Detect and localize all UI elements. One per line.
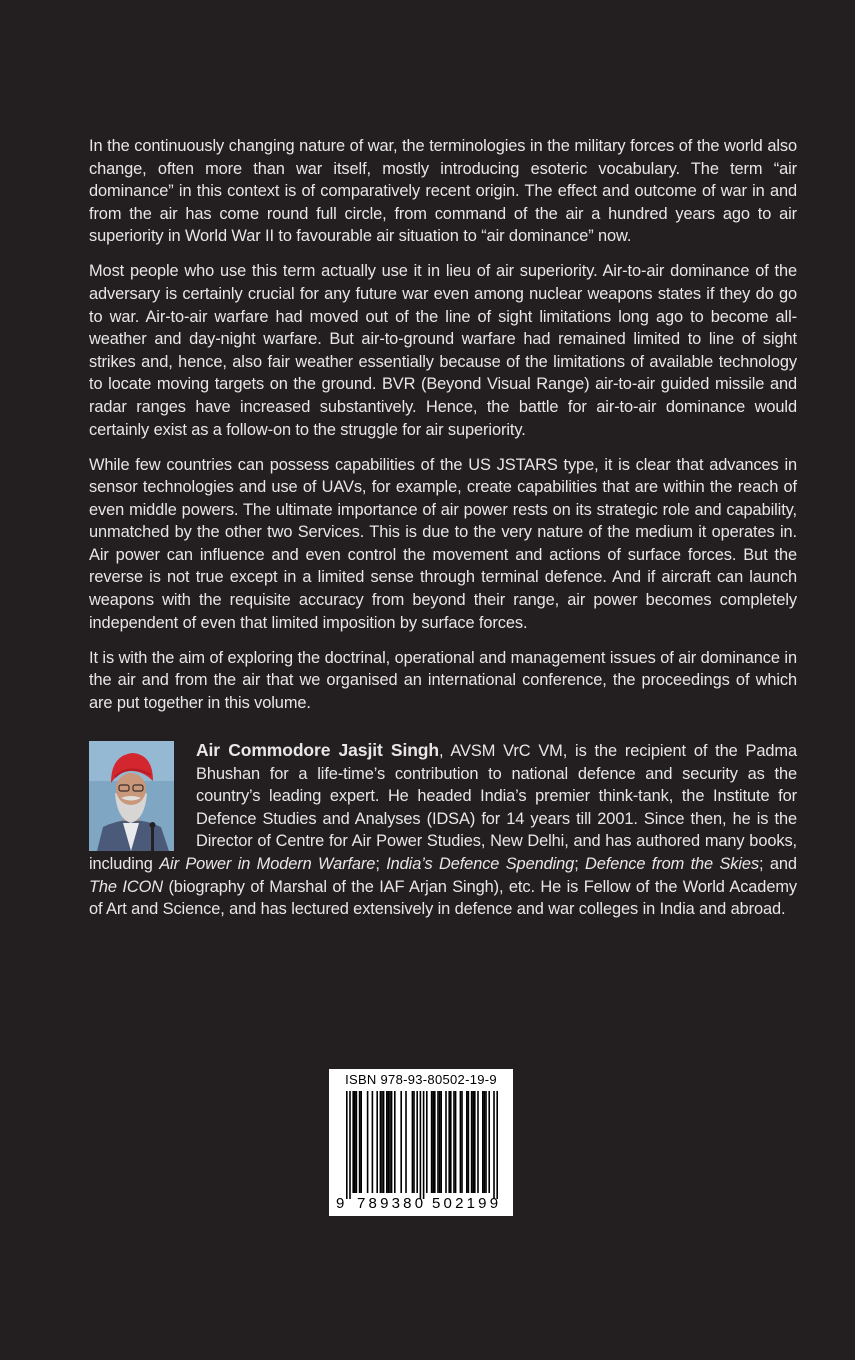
isbn-label: ISBN 978-93-80502-19-9 [345, 1072, 497, 1087]
barcode-bar [420, 1091, 422, 1199]
barcode-bar [437, 1091, 439, 1193]
barcode-bar [461, 1091, 463, 1193]
barcode-bar [400, 1091, 402, 1193]
barcode-bar [460, 1091, 462, 1193]
barcode-bar [485, 1091, 487, 1193]
book-separator-1: ; [375, 854, 387, 873]
barcode-bar [448, 1091, 450, 1193]
barcode-bar [394, 1091, 396, 1193]
ean-first-digit: 9 [336, 1195, 345, 1212]
barcode-bar [367, 1091, 369, 1193]
barcode-bar [484, 1091, 486, 1193]
barcode-bar [412, 1091, 414, 1193]
barcode-bar [405, 1091, 407, 1193]
barcode-bar [349, 1091, 351, 1199]
barcode-bar [440, 1091, 442, 1193]
barcode-bar [354, 1091, 356, 1193]
book-title-3: Defence from the Skies [585, 854, 760, 873]
barcode-bar [477, 1091, 479, 1193]
back-cover-blurb [89, 135, 797, 727]
blurb-paragraph-2: Most people who use this term actually use it in lieu of air superiority. Air-to-air dominance of the adversary is certainly crucial for any future war even among nuclear weapons states if they do go to war. Air-to-air warfare had moved out of the line of sight limitations long ago to become all-weather and day-night warfare. But air-to-ground warfare had remained limited to line of sight strikes and, hence, also fair weather essentially because of the limitations of available technology to locate moving targets on the ground. BVR (Beyond Visual Range) air-to-air guided missile and radar ranges have increased substantively. Hence, the battle for air-to-air dominance would certainly exist as a follow-on to the struggle for air superiority. [89, 262, 797, 439]
barcode-bar [386, 1091, 388, 1193]
barcode-bar [493, 1091, 495, 1199]
barcode-bar [455, 1091, 457, 1193]
barcode-bar [413, 1091, 415, 1193]
blurb-paragraph-4: It is with the aim of exploring the doctrinal, operational and management issues of air dominance in the air and from the air that we organised an international conference, the proceedings of which are put together in this volume. [89, 648, 797, 712]
author-bio-outro: (biography of Marshal of the IAF Arjan Singh), etc. He is Fellow of the World Academy of Art and Science, and has lectured extensively in defence and war colleges in India and abroad. [89, 877, 797, 919]
barcode-bar [426, 1091, 428, 1193]
barcode-bar [356, 1091, 358, 1193]
barcode-bar [360, 1091, 362, 1193]
barcode-bar [434, 1091, 436, 1193]
barcode-bar [346, 1091, 348, 1199]
barcode-bar [496, 1091, 498, 1199]
barcode-bar [482, 1091, 484, 1193]
barcode-bar [471, 1091, 473, 1193]
barcode-bar [431, 1091, 433, 1193]
barcode-bar [423, 1091, 425, 1199]
barcode-bar [468, 1091, 470, 1193]
barcode-bar [453, 1091, 455, 1193]
book-separator-2: ; [574, 854, 586, 873]
barcode-bar [389, 1091, 391, 1193]
book-title-4: The ICON [89, 877, 163, 896]
barcode-bar [383, 1091, 385, 1193]
author-photo [89, 741, 174, 851]
book-title-2: India’s Defence Spending [386, 854, 575, 873]
barcode-bar [391, 1091, 393, 1193]
barcode-bar [416, 1091, 418, 1193]
barcode-bar [376, 1091, 378, 1193]
barcode-bar [432, 1091, 434, 1193]
ean-left-digits: 789380 [357, 1195, 427, 1212]
isbn-barcode [329, 1069, 513, 1216]
barcode-bar [388, 1091, 390, 1193]
barcode-bar [359, 1091, 361, 1193]
blurb-paragraph-3: While few countries can possess capabilities of the US JSTARS type, it is clear that advances in sensor technologies and use of UAVs, for example, create capabilities that are within the reach of even middle powers. The ultimate importance of air power rests on its strategic role and capability, unmatched by the other two Services. This is due to the very nature of the medium it operates in. Air power can influence and even control the movement and actions of surface forces. But the reverse is not true except in a limited sense through terminal defence. And if aircraft can launch weapons with the requisite accuracy from beyond their range, air power becomes completely independent of even that limited imposition by surface forces. [89, 455, 797, 632]
book-separator-3: ; and [759, 854, 797, 873]
barcode-bars [329, 1089, 513, 1201]
barcode-bar [474, 1091, 476, 1193]
ean-right-digits: 502199 [432, 1195, 502, 1212]
barcode-bar [472, 1091, 474, 1193]
barcode-bar [450, 1091, 452, 1193]
barcode-bar [352, 1091, 354, 1193]
barcode-bar [372, 1091, 374, 1193]
barcode-bar [466, 1091, 468, 1193]
blurb-paragraph-1: In the continuously changing nature of war, the terminologies in the military forces of the world also change, often more than war itself, mostly introducing esoteric vocabulary. The term “air dominance” in this context is of comparatively recent origin. The effect and outcome of war in and from the air has come round full circle, from command of the air a hundred years ago to air superiority in World War II to favourable air situation to “air dominance” now. [89, 137, 797, 246]
barcode-bar [445, 1091, 447, 1193]
barcode-bar [488, 1091, 490, 1193]
barcode-bar [380, 1091, 382, 1193]
author-bio-intro: , AVSM VrC VM, is the recipient of the Padma Bhushan for a life-time’s contribution to national defence and security as the country’s leading expert. He headed India’s premier think-tank, the Institute for Defence Studies and Analyses (IDSA) for 14 years till 2001. Since then, he is the Director of Centre for Air Power Studies, New Delhi, and has authored many books, including [89, 742, 797, 873]
book-title-1: Air Power in Modern Warfare [159, 854, 376, 873]
author-section [89, 739, 797, 921]
barcode-bar [381, 1091, 383, 1193]
author-name: Air Commodore Jasjit Singh [196, 740, 439, 760]
barcode-bar [439, 1091, 441, 1193]
